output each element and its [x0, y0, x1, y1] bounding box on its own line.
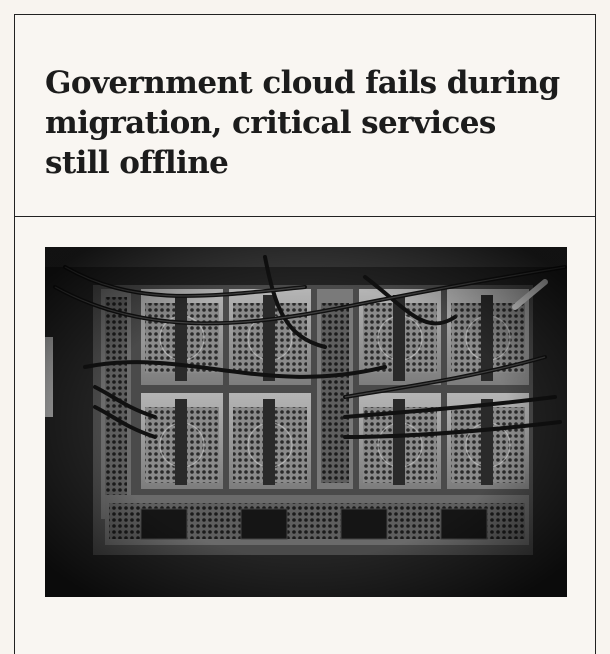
article-card: [14, 14, 596, 654]
article-image[interactable]: [45, 247, 567, 597]
article-header: [15, 15, 595, 217]
article-headline[interactable]: Government cloud fails during migration, critical services still offline: [45, 65, 560, 181]
server-rack-photo-icon: [45, 247, 567, 597]
